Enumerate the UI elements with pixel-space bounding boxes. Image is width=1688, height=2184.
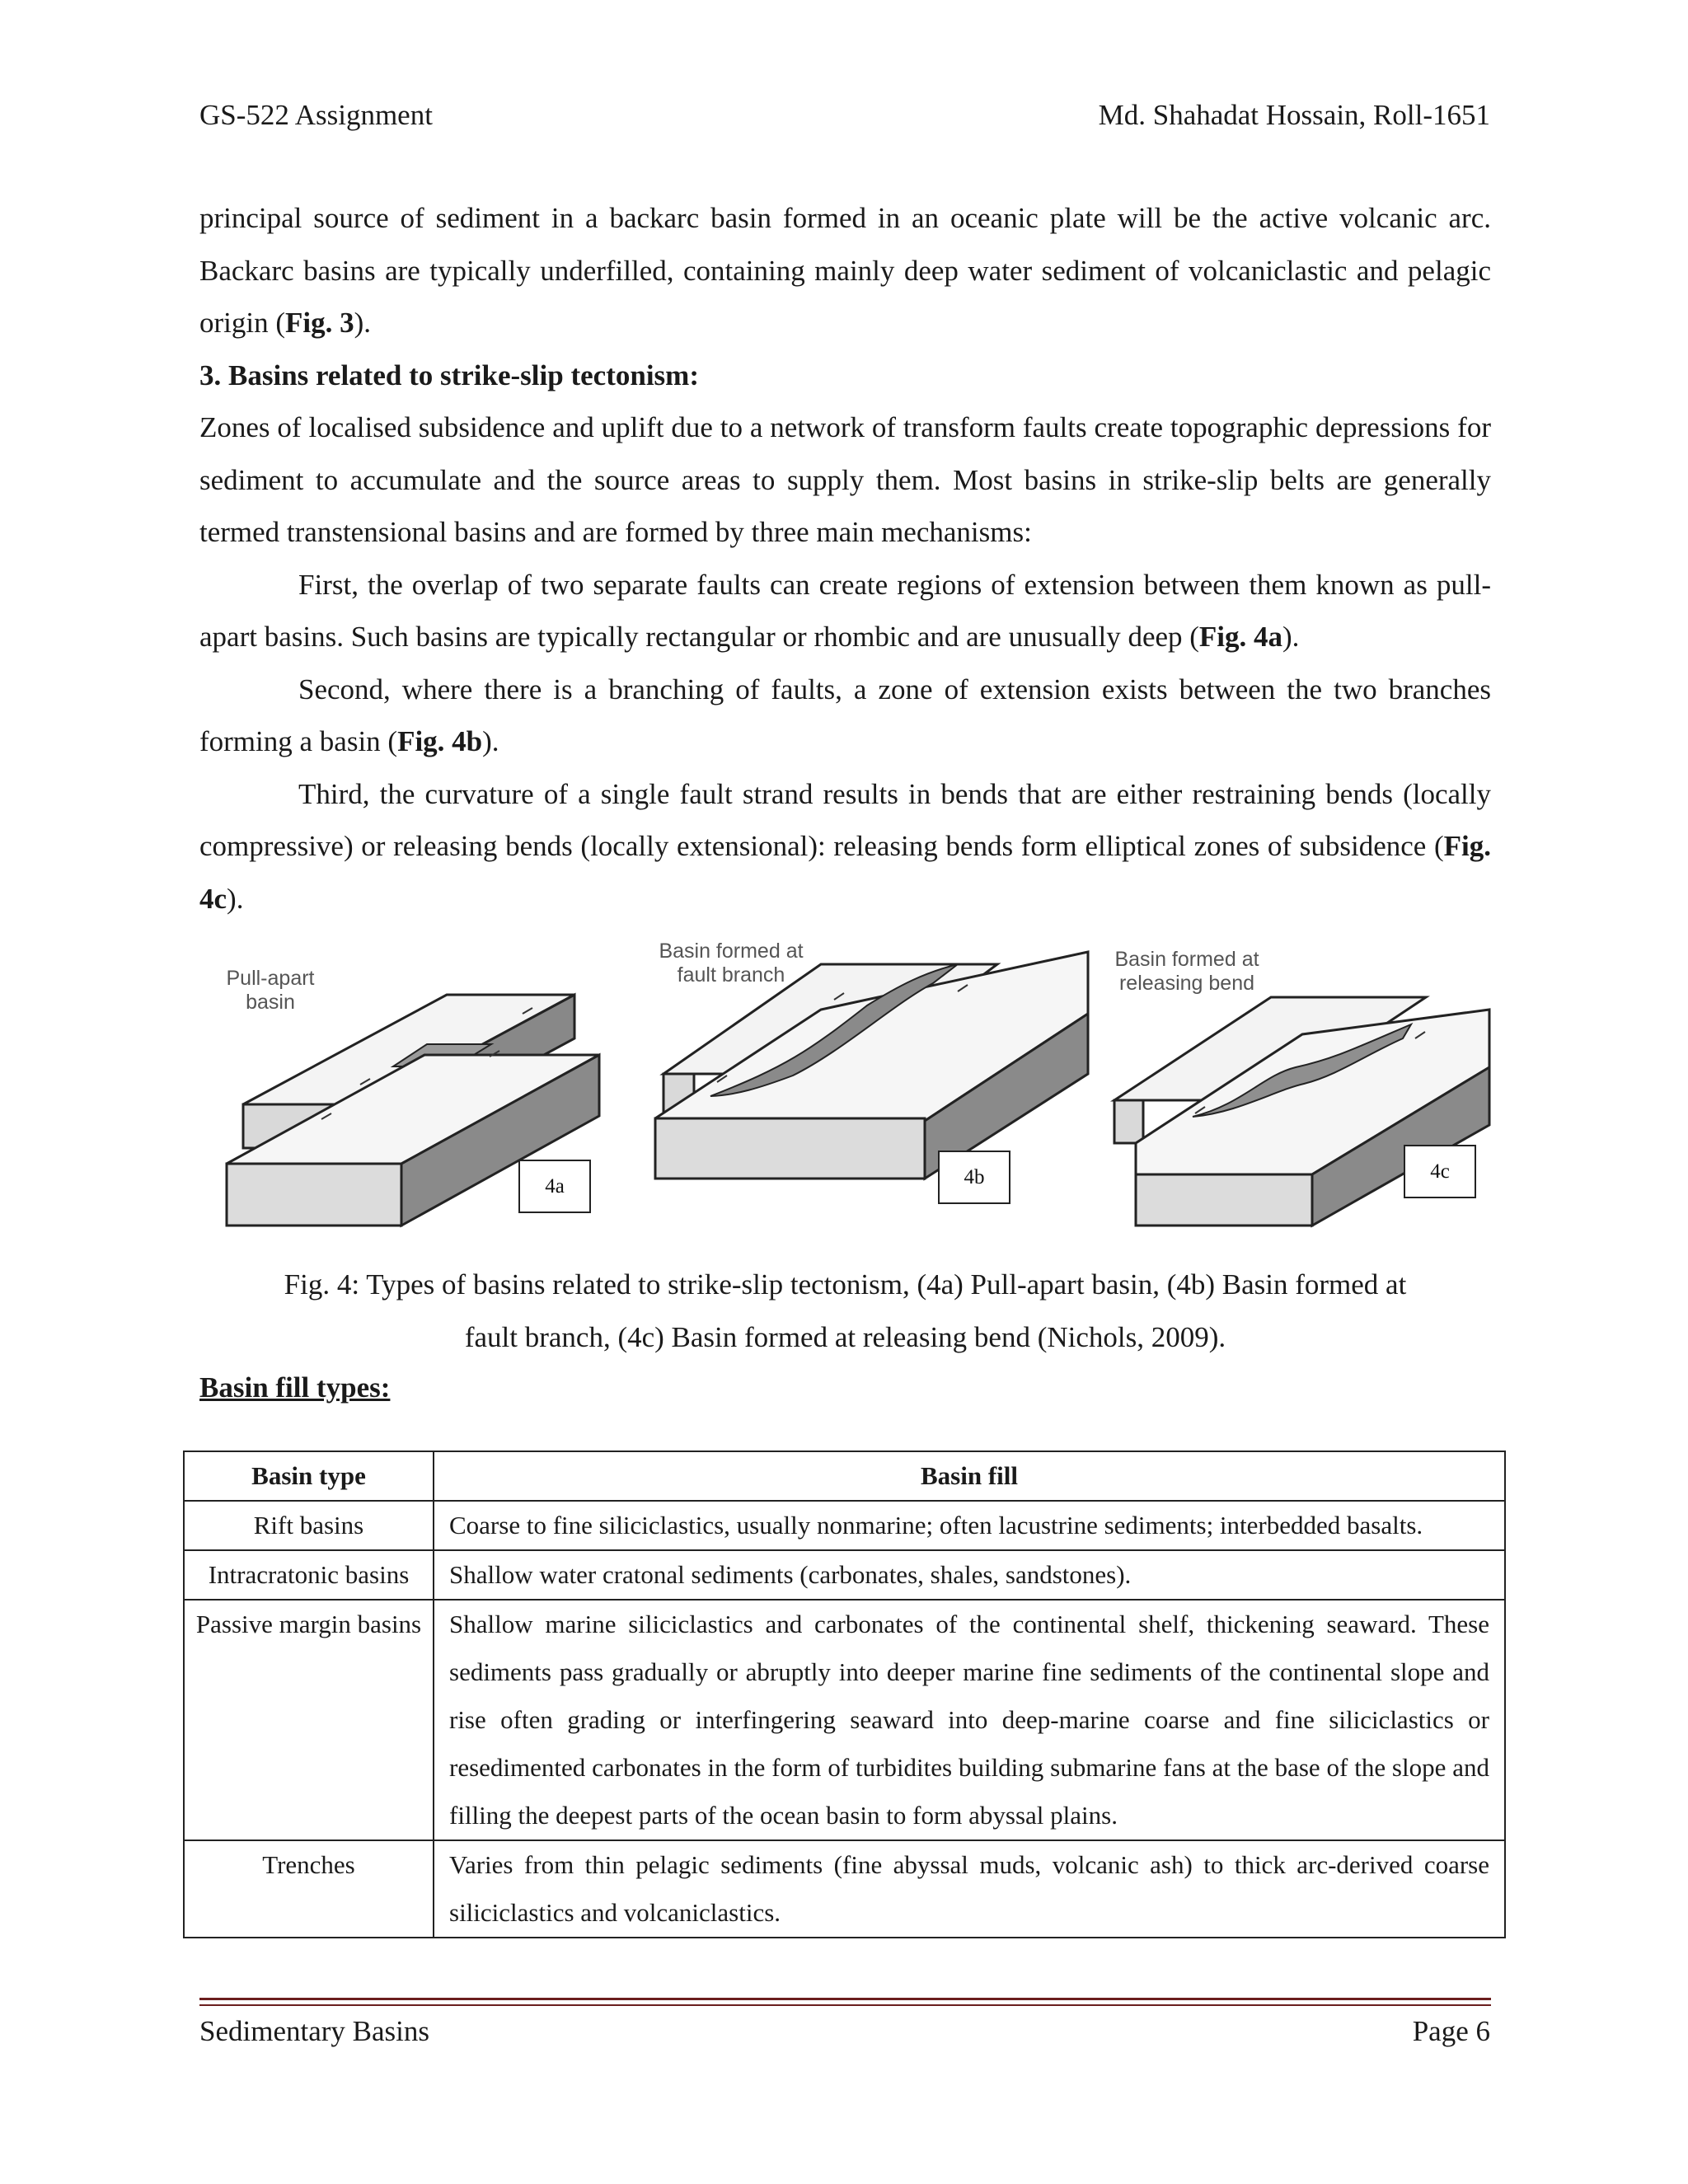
basin-type-cell: Rift basins bbox=[184, 1501, 434, 1550]
table-header-row bbox=[184, 1451, 1505, 1501]
paragraph-text: Third, the curvature of a single fault strand results in bends that are either restraining bends (locally compressive) or releasing bends (locally extensional): releasing bends form elliptical zones of subsidence ( bbox=[199, 777, 1491, 862]
column-header-basin-type: Basin type bbox=[184, 1451, 434, 1501]
basin-type-cell: Passive margin basins bbox=[184, 1600, 434, 1840]
basin-fill-heading: Basin fill types: bbox=[199, 1371, 391, 1404]
figure-a-label-line1: Pull-apart bbox=[226, 967, 315, 990]
diagram-pull-apart-basin bbox=[227, 967, 600, 1226]
paragraph-text: First, the overlap of two separate faults can create regions of extension between them known as pull-apart basins. Such basins are typically rectangular or rhombic and are unusually deep ( bbox=[199, 568, 1491, 653]
basin-fill-cell: Shallow marine siliciclastics and carbonates of the continental shelf, thickening seaward. These sediments pass gradually or abruptly into deeper marine fine sediments of the continental slope and rise often grading or interfingering seaward into deep-marine coarse and fine siliciclastics or resedimented carbonates in the form of turbidites building submarine fans at the base of the slope and filling the deepest parts of the ocean basin to form abyssal plains. bbox=[434, 1600, 1505, 1840]
paragraph-text: Second, where there is a branching of faults, a zone of extension exists between the two branches forming a basin ( bbox=[199, 673, 1491, 757]
figure-b-label-line1: Basin formed at bbox=[659, 940, 804, 963]
column-header-basin-fill: Basin fill bbox=[434, 1451, 1505, 1501]
figure-b-tag: 4b bbox=[964, 1166, 985, 1188]
paragraph-first bbox=[199, 559, 1491, 663]
figure-reference: Fig. 4a bbox=[1198, 621, 1283, 653]
paragraph-strike-slip: Zones of localised subsidence and uplift due to a network of transform faults create topographic depressions for sediment to accumulate and the source areas to supply them. Most basins in strike-slip belts are generally termed transtensional basins and are formed by three main mechanisms: bbox=[199, 411, 1491, 548]
footer-left: Sedimentary Basins bbox=[199, 2015, 429, 2047]
paragraph-backarc bbox=[199, 192, 1491, 349]
caption-line-2: fault branch, (4c) Basin formed at releasing bend (Nichols, 2009). bbox=[464, 1321, 1226, 1353]
footer-rule-bottom bbox=[199, 2004, 1491, 2006]
table-row bbox=[184, 1840, 1505, 1938]
paragraph-text: ). bbox=[1282, 621, 1300, 653]
figure-c-label-line1: Basin formed at bbox=[1114, 948, 1259, 971]
figure-reference: Fig. 4b bbox=[397, 725, 483, 757]
basin-type-cell: Intracratonic basins bbox=[184, 1550, 434, 1600]
basin-fill-cell: Coarse to fine siliciclastics, usually nonmarine; often lacustrine sediments; interbedded basalts. bbox=[434, 1501, 1505, 1550]
figure-b-label-line2: fault branch bbox=[677, 963, 785, 987]
caption-line-1: Fig. 4: Types of basins related to strike-slip tectonism, (4a) Pull-apart basin, (4b) Basin formed at bbox=[284, 1268, 1407, 1301]
figure-caption bbox=[199, 1258, 1491, 1364]
page-number: Page 6 bbox=[1412, 2015, 1490, 2047]
basin-fill-cell: Varies from thin pelagic sediments (fine abyssal muds, volcanic ash) to thick arc-derived coarse siliciclastics and volcaniclastics. bbox=[434, 1840, 1505, 1938]
paragraph-text: ). bbox=[354, 307, 372, 339]
diagram-releasing-bend-basin bbox=[1114, 948, 1489, 1226]
figure-c-tag: 4c bbox=[1430, 1160, 1450, 1183]
paragraph-third bbox=[199, 768, 1491, 926]
basin-type-cell: Trenches bbox=[184, 1840, 434, 1938]
figure-strike-slip-basins bbox=[216, 927, 1493, 1232]
basin-fill-table bbox=[183, 1451, 1506, 1938]
table-row bbox=[184, 1501, 1505, 1550]
paragraph-second bbox=[199, 663, 1491, 768]
section-heading: 3. Basins related to strike-slip tectonism: bbox=[199, 359, 699, 391]
figure-reference: Fig. 4c bbox=[199, 830, 1491, 915]
figure-c-label-line2: releasing bend bbox=[1118, 972, 1255, 995]
header-left: GS-522 Assignment bbox=[199, 99, 433, 131]
header-right: Md. Shahadat Hossain, Roll-1651 bbox=[1098, 99, 1490, 131]
diagram-fault-branch-basin bbox=[655, 940, 1088, 1203]
body-text bbox=[199, 192, 1491, 925]
figure-diagram bbox=[216, 927, 1493, 1232]
figure-a-label-line2: basin bbox=[246, 991, 295, 1014]
table-row bbox=[184, 1550, 1505, 1600]
paragraph-text: ). bbox=[227, 882, 244, 915]
figure-reference: Fig. 3 bbox=[285, 307, 354, 339]
paragraph-text: ). bbox=[482, 725, 499, 757]
figure-a-tag: 4a bbox=[545, 1175, 565, 1197]
table-row bbox=[184, 1600, 1505, 1840]
paragraph-text: principal source of sediment in a backarc basin formed in an oceanic plate will be the active volcanic arc. Backarc basins are typically underfilled, containing mainly deep water sediment of volcaniclastic and pelagic origin ( bbox=[199, 202, 1491, 339]
footer-rule-top bbox=[199, 1998, 1491, 2000]
basin-fill-cell: Shallow water cratonal sediments (carbonates, shales, sandstones). bbox=[434, 1550, 1505, 1600]
